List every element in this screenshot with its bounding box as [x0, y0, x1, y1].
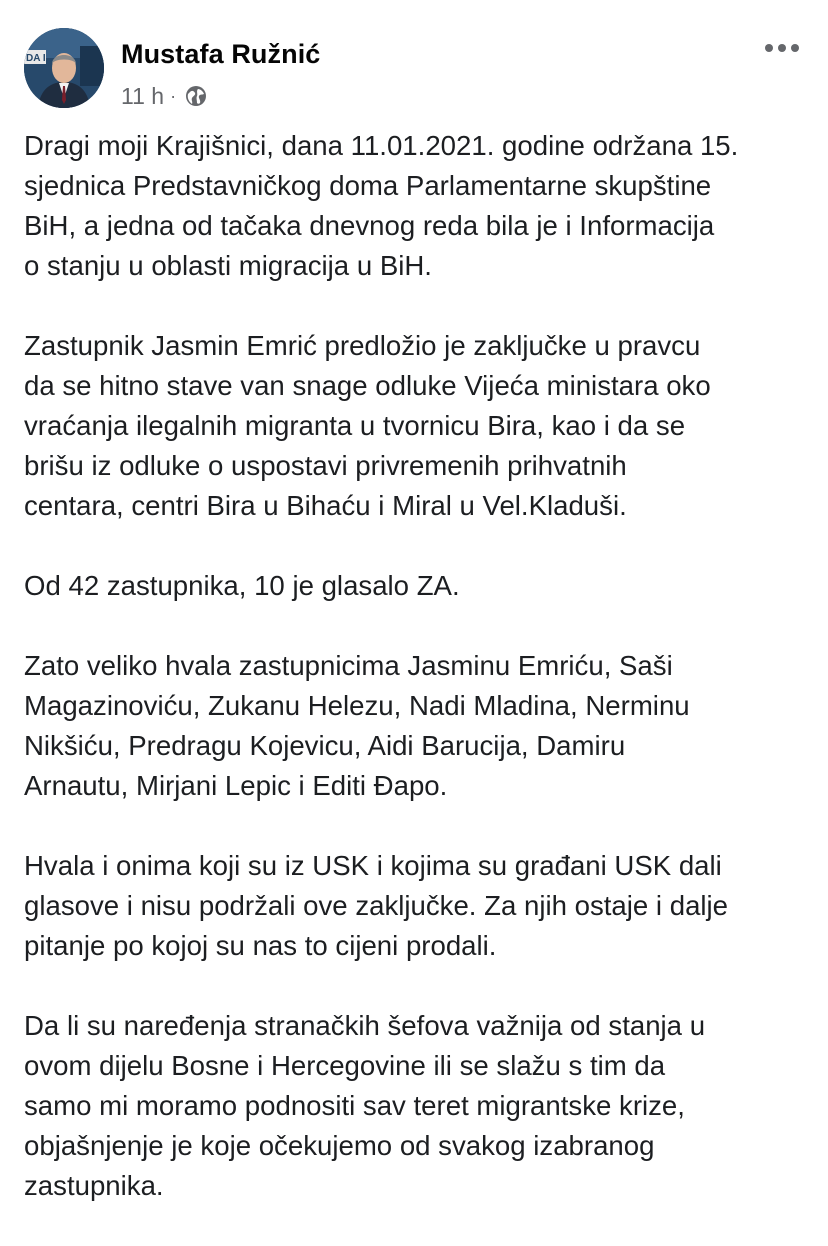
post-paragraph: Dragi moji Krajišnici, dana 11.01.2021. godine održana 15. sjednica Predstavničkog doma Parlamentarne skupštine BiH, a jedna od tačaka dnevnog reda bila je i Informacija o stanju u oblasti migracija u BiH. [24, 130, 739, 281]
post-paragraph: Zastupnik Jasmin Emrić predložio je zaključke u pravcu da se hitno stave van snage odluke Vijeća ministara oko vraćanja ilegalnih migranta u tvornicu Bira, kao i da se brišu iz odluke o uspostavi privremenih prihvatnih centara, centri Bira u Bihaću i Miral u Vel.Kladuši. [24, 330, 711, 521]
post-paragraph: Da li su naređenja stranačkih šefova važnija od stanja u ovom dijelu Bosne i Hercegovine ili se slažu s tim da samo mi moramo podnositi sav teret migrantske krize, objašnjenje je koje očekujemo od svakog izabranog zastupnika. [24, 1010, 706, 1201]
post-paragraph: Zato veliko hvala zastupnicima Jasminu Emriću, Saši Magazinoviću, Zukanu Helezu, Nadi Mladina, Nerminu Nikšiću, Predragu Kojevicu, Aidi Barucija, Damiru Arnautu, Mirjani Lepic i Editi Đapo. [24, 650, 690, 801]
post-header [24, 26, 814, 112]
post-paragraph: Od 42 zastupnika, 10 je glasalo ZA. [24, 570, 460, 601]
author-avatar[interactable] [24, 28, 104, 108]
post-timestamp[interactable]: 11 h [121, 82, 165, 109]
svg-text:DA I: DA I [26, 53, 46, 64]
post-paragraph: Hvala i onima koji su iz USK i kojima su građani USK dali glasove i nisu podržali ove zaključke. Za njih ostaje i dalje pitanje po kojoj su nas to cijeni prodali. [24, 850, 729, 961]
globe-icon[interactable] [184, 84, 208, 108]
more-options-icon [764, 43, 800, 53]
more-options-button[interactable] [760, 34, 804, 62]
post-text [24, 126, 814, 1246]
profile-photo-icon [24, 28, 104, 108]
author-name[interactable]: Mustafa Ružnić [121, 39, 321, 69]
meta-separator: · [170, 85, 177, 106]
post-meta [121, 82, 208, 110]
